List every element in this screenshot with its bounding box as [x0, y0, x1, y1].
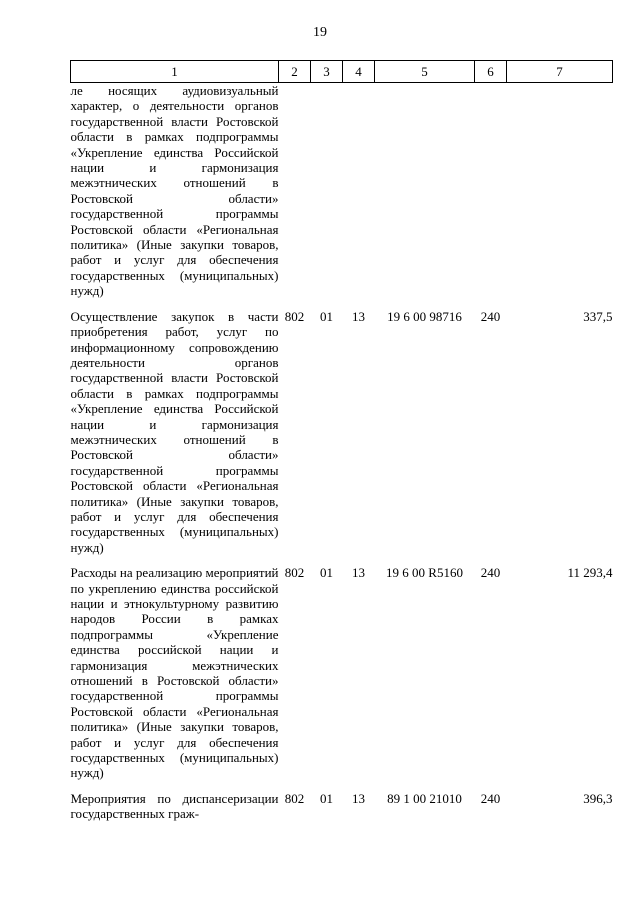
table-header-row — [71, 61, 613, 83]
cell-expense-type: 240 — [480, 790, 501, 806]
column-header: 6 — [475, 61, 507, 83]
cell-target-item: 19 6 00 R5160 — [386, 565, 463, 581]
cell-subsection: 13 — [352, 565, 365, 581]
cell-ministry-code: 802 — [284, 565, 305, 581]
table-row — [71, 83, 613, 299]
cell-amount: 337,5 — [583, 308, 613, 324]
page-number: 19 — [313, 25, 327, 40]
column-header: 3 — [311, 61, 343, 83]
cell-subsection — [343, 83, 375, 299]
column-header: 5 — [375, 61, 475, 83]
row-description: Осуществление закупок в части приобретения работ, услуг по информационному сопровождению деятельности органов государственной власти Ростовской области в рамках подпрограммы «Укрепление единства Российской нации и гармонизация межэтнических отношений в Ростовской области» государственной программы Ростовской области «Региональная политика» (Иные закупки товаров, работ и услуг для обеспечения государственных (муниципальных) нужд) — [70, 308, 279, 555]
row-description: ле носящих аудиовизуальный характер, о деятельности органов государственной власти Ростовской области в рамках подпрограммы «Укрепление единства Российской нации и гармонизация межэтнических отношений в Ростовской области» государственной программы Ростовской области «Региональная политика» (Иные закупки товаров, работ и услуг для обеспечения государственных (муниципальных) нужд) — [70, 83, 279, 299]
row-description: Мероприятия по диспансеризации государственных граж- — [70, 790, 279, 822]
cell-expense-type — [475, 83, 507, 299]
cell-ministry-code: 802 — [284, 790, 305, 806]
cell-amount: 11 293,4 — [567, 565, 613, 581]
table-row — [71, 565, 613, 781]
cell-subsection: 13 — [352, 308, 365, 324]
cell-section — [311, 83, 343, 299]
cell-subsection: 13 — [352, 790, 365, 806]
cell-expense-type: 240 — [480, 565, 501, 581]
table-row — [71, 791, 613, 822]
cell-section: 01 — [320, 790, 333, 806]
budget-table — [70, 60, 613, 822]
cell-target-item — [375, 83, 475, 299]
table-row — [71, 309, 613, 556]
cell-amount — [507, 83, 613, 299]
cell-target-item: 89 1 00 21010 — [387, 790, 462, 806]
column-header: 4 — [343, 61, 375, 83]
cell-section: 01 — [320, 308, 333, 324]
cell-amount: 396,3 — [583, 790, 613, 806]
cell-section: 01 — [320, 565, 333, 581]
column-header: 7 — [507, 61, 613, 83]
column-header: 2 — [279, 61, 311, 83]
cell-expense-type: 240 — [480, 308, 501, 324]
cell-target-item: 19 6 00 98716 — [387, 308, 462, 324]
column-header: 1 — [71, 61, 279, 83]
cell-ministry-code — [279, 83, 311, 299]
row-description: Расходы на реализацию мероприятий по укреплению единства российской нации и этнокультурному развитию народов России в рамках подпрограммы «Укрепление единства российской нации и гармонизация межэтнических отношений в Ростовской области» государственной программы Ростовской области «Региональная политика» (Иные закупки товаров, работ и услуг для обеспечения государственных (муниципальных) нужд) — [70, 565, 279, 781]
cell-ministry-code: 802 — [284, 308, 305, 324]
